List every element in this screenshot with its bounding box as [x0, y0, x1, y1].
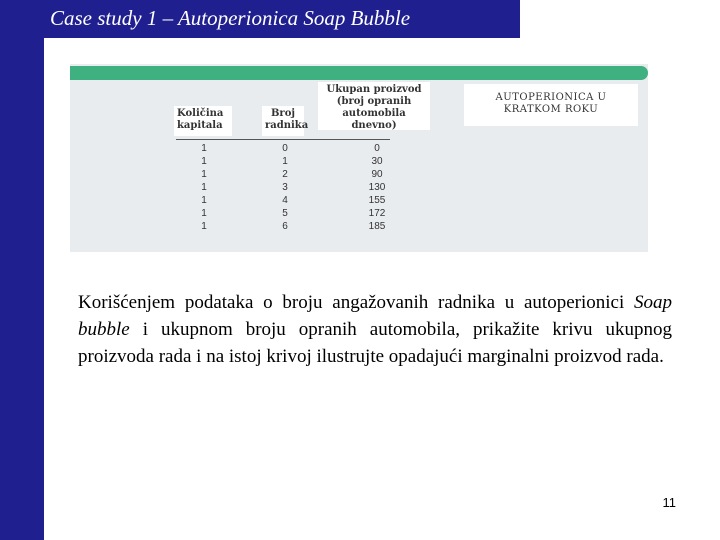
production-table-figure — [70, 64, 648, 252]
title-bar — [0, 0, 520, 38]
workers-cell: 3 — [282, 182, 288, 193]
header-divider — [176, 139, 390, 140]
task-paragraph — [78, 289, 672, 370]
task-text-company: Soap bubble — [78, 292, 672, 340]
capital-cell: 1 — [201, 156, 207, 167]
capital-cell: 1 — [201, 208, 207, 219]
capital-cell: 1 — [201, 221, 207, 232]
workers-column — [270, 142, 300, 233]
workers-cell: 2 — [282, 169, 288, 180]
panel-title: AUTOPERIONICA U KRATKOM ROKU — [464, 84, 638, 126]
task-text-start: Korišćenjem podataka o broju angažovanih radnika u autoperionici — [78, 292, 634, 313]
workers-cell: 6 — [282, 221, 288, 232]
capital-cell: 1 — [201, 195, 207, 206]
green-header-rule — [70, 66, 648, 80]
capital-column-header: Količina kapitala — [174, 106, 232, 136]
output-column — [362, 142, 392, 233]
capital-column — [189, 142, 219, 233]
slide-title: Case study 1 – Autoperionica Soap Bubble — [50, 6, 411, 30]
workers-cell: 5 — [282, 208, 288, 219]
workers-column-header: Broj radnika — [262, 106, 304, 136]
output-cell: 155 — [368, 195, 386, 206]
output-cell: 30 — [371, 156, 383, 167]
capital-cell: 1 — [201, 182, 207, 193]
workers-cell: 4 — [282, 195, 288, 206]
output-cell: 130 — [368, 182, 386, 193]
output-cell: 185 — [368, 221, 386, 232]
output-column-header: Ukupan proizvod (broj opranih automobila dnevno) — [318, 82, 430, 130]
workers-cell: 0 — [282, 143, 288, 154]
page-number: 11 — [662, 495, 676, 510]
left-accent-bar — [0, 0, 44, 540]
task-text-end: i ukupnom broju opranih automobila, prikažite krivu ukupnog proizvoda rada i na istoj krivoj ilustrujte opadajući marginalni proizvod rada. — [78, 319, 672, 367]
output-cell: 172 — [368, 208, 386, 219]
output-cell: 90 — [371, 169, 383, 180]
capital-cell: 1 — [201, 143, 207, 154]
capital-cell: 1 — [201, 169, 207, 180]
output-cell: 0 — [374, 143, 380, 154]
workers-cell: 1 — [282, 156, 288, 167]
